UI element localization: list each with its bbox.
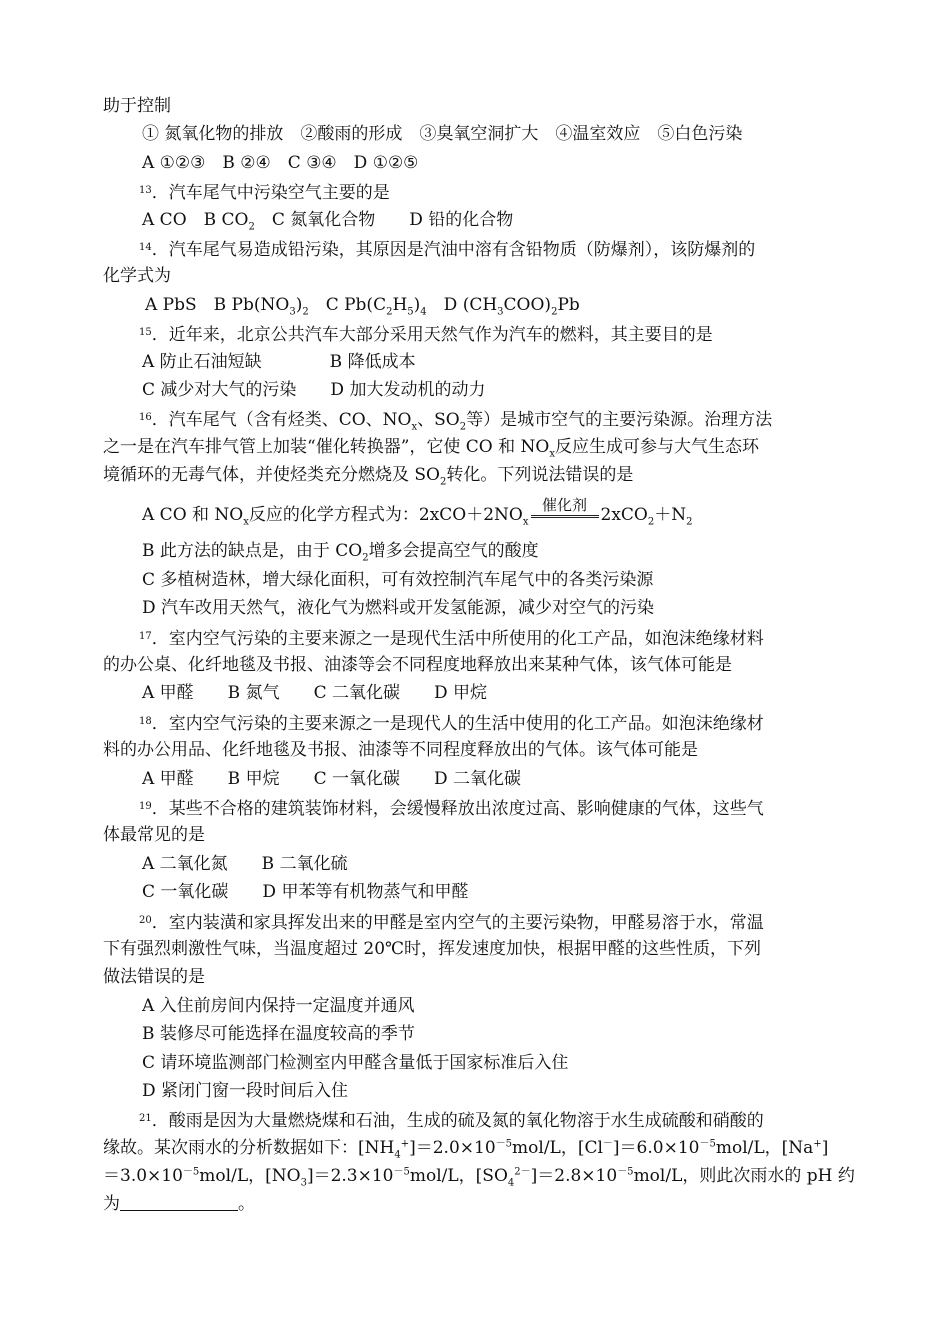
question-16-line3 (103, 461, 850, 489)
question-text: 境循环的无毒气体，并使烃类充分燃烧及 SO (103, 465, 440, 486)
question-text: 为 (103, 1194, 120, 1215)
question-text: 做法错误的是 (103, 967, 205, 988)
question-14-line2 (103, 262, 850, 290)
question-number: 14 (139, 241, 152, 253)
subscript: 4 (507, 1177, 515, 1189)
question-16-line2 (103, 433, 850, 461)
subscript: 2 (440, 476, 447, 488)
subscript: 2 (362, 552, 369, 564)
question-16-option-c (103, 566, 850, 594)
question-21 (103, 1105, 850, 1133)
question-text: 反应生成可参与大气生态环 (555, 436, 759, 457)
question-number: 18 (139, 715, 152, 727)
option-text: A 甲醛 B 氮气 C 二氧化碳 D 甲烷 (142, 683, 488, 704)
subscript: 4 (420, 306, 427, 318)
question-text: 料的办公用品、化纤地毯及书报、油漆等不同程度释放出的气体。该气体可能是 (103, 740, 698, 761)
answer-blank[interactable] (120, 1192, 238, 1211)
question-text: mol/L，则此次雨水的 pH 约 (633, 1166, 855, 1187)
question-text: 下有强烈刺激性气味，当温度超过 20℃时，挥发速度加快，根据甲醛的这些性质，下列 (103, 938, 762, 959)
superscript: 2－ (514, 1166, 531, 1178)
statement-items: ① 氮氧化物的排放 ②酸雨的形成 ③臭氧空洞扩大 ④温室效应 ⑤白色污染 (142, 124, 743, 145)
option-text: D (CH (426, 294, 498, 315)
option-text: H (392, 294, 408, 315)
superscript: + (813, 1138, 822, 1150)
option-text: COO) (503, 294, 552, 315)
option-text: C 一氧化碳 D 甲苯等有机物蒸气和甲醛 (142, 882, 469, 903)
option-text: ) (413, 294, 421, 315)
question-text: mol/L，[Na (715, 1137, 814, 1158)
question-text: ．室内空气污染的主要来源之一是现代人的生活中使用的化工产品。如泡沫绝缘材 (151, 713, 764, 734)
equation-text: 2xCO (600, 505, 648, 526)
subscript: x (243, 516, 249, 528)
equation-text: 反应的化学方程式为：2xCO＋2NO (248, 505, 523, 526)
catalyst-arrow: 催化剂 (531, 495, 599, 518)
option-text: A CO 和 NO (142, 505, 244, 526)
option-text: C 多植树造林，增大绿化面积，可有效控制汽车尾气中的各类污染源 (142, 569, 654, 590)
question-16-option-b (103, 537, 850, 565)
question-18 (103, 708, 850, 736)
question-text: ．室内装潢和家具挥发出来的甲醛是室内空气的主要污染物，甲醛易溶于水，常温 (151, 912, 764, 933)
question-text: ]＝2.0×10 (409, 1137, 496, 1158)
question-21-line4 (103, 1190, 850, 1218)
option-text: ) (295, 294, 303, 315)
question-text: 的办公桌、化纤地毯及书报、油漆等会不同程度地释放出来某种气体，该气体可能是 (103, 655, 732, 676)
question-text: 转化。下列说法错误的是 (446, 465, 634, 486)
question-text: 缘故。某次雨水的分析数据如下：[NH (103, 1137, 395, 1158)
question-20-line2 (103, 935, 850, 963)
question-text: ．近年来，北京公共汽车大部分采用天然气作为汽车的燃料，其主要目的是 (151, 325, 713, 346)
question-16-option-a (103, 489, 850, 533)
superscript: －5 (699, 1138, 716, 1150)
question-number: 20 (139, 914, 152, 926)
subscript: 2 (551, 306, 558, 318)
subscript: 2 (248, 220, 255, 232)
subscript: x (549, 448, 555, 460)
question-18-line2 (103, 736, 850, 764)
question-20-option-a (103, 992, 850, 1020)
question-text: ．汽车尾气（含有烃类、CO、NO (151, 410, 412, 431)
question-text: ．汽车尾气中污染空气主要的是 (151, 183, 390, 204)
question-text: mol/L，[Cl (512, 1137, 603, 1158)
option-text: C 氮氧化合物 D 铅的化合物 (254, 209, 514, 230)
question-number: 21 (139, 1113, 152, 1125)
options-text: A ①②③ B ②④ C ③④ D ①②⑤ (142, 152, 419, 173)
equation-text: ＋N (654, 505, 687, 526)
subscript: 2 (302, 306, 309, 318)
question-16 (103, 404, 850, 432)
question-text: mol/L，[SO (409, 1166, 508, 1187)
question-text: ．某些不合格的建筑装饰材料，会缓慢释放出浓度过高、影响健康的气体，这些气 (151, 798, 764, 819)
option-text: B 装修尽可能选择在温度较高的季节 (142, 1024, 415, 1045)
question-13 (103, 177, 850, 205)
question-text: ]＝6.0×10 (612, 1137, 700, 1158)
question-text: 之一是在汽车排气管上加装“催化转换器”，它使 CO 和 NO (103, 436, 550, 457)
superscript: －5 (182, 1166, 200, 1178)
question-number: 19 (139, 800, 152, 812)
subscript: 4 (394, 1149, 401, 1161)
option-text: A 防止石油短缺 B 降低成本 (142, 351, 416, 372)
question-20-option-d (103, 1077, 850, 1105)
question-21-line2 (103, 1134, 850, 1162)
subscript: 3 (497, 306, 504, 318)
option-text: C Pb(C (308, 294, 387, 315)
question-text: 、SO (417, 410, 460, 431)
superscript: －5 (617, 1166, 634, 1178)
question-number: 15 (139, 327, 152, 339)
question-text: 。 (238, 1194, 255, 1215)
subscript: 2 (386, 306, 393, 318)
option-text: C 请环境监测部门检测室内甲醛含量低于国家标准后入住 (142, 1052, 569, 1073)
superscript: － (602, 1138, 613, 1150)
statement-list (103, 120, 850, 148)
document-page (103, 92, 855, 1219)
option-text: 增多会提高空气的酸度 (368, 541, 539, 562)
option-text: A 甲醛 B 甲烷 C 一氧化碳 D 二氧化碳 (142, 768, 522, 789)
question-17-line2 (103, 651, 850, 679)
question-number: 17 (139, 630, 152, 642)
question-text: 等）是城市空气的主要污染源。治理方法 (466, 410, 773, 431)
question-text: 化学式为 (103, 266, 171, 287)
question-text: ]＝2.3×10 (306, 1166, 394, 1187)
question-15-options-ab (103, 348, 850, 376)
subscript: x (522, 516, 529, 528)
question-text: 体最常见的是 (103, 825, 205, 846)
question-15-options-cd (103, 376, 850, 404)
question-17-options (103, 679, 850, 707)
subscript: 2 (647, 516, 655, 528)
question-text: mol/L，[NO (199, 1166, 301, 1187)
question-19-options-cd (103, 878, 850, 906)
question-text: ．室内空气污染的主要来源之一是现代生活中所使用的化工产品，如泡沫绝缘材料 (151, 628, 764, 649)
option-text: A PbS B Pb(NO (145, 294, 290, 315)
option-text: A 入住前房间内保持一定温度并通风 (142, 995, 415, 1016)
question-17 (103, 623, 850, 651)
option-text: C 减少对大气的污染 D 加大发动机的动力 (142, 379, 486, 400)
question-text: ]＝2.8×10 (530, 1166, 618, 1187)
question-21-line3 (103, 1162, 855, 1190)
question-20-option-b (103, 1020, 850, 1048)
answer-options (103, 149, 850, 177)
text-line (103, 92, 850, 120)
question-text: ] (821, 1137, 829, 1158)
question-15 (103, 319, 850, 347)
question-number: 16 (139, 412, 152, 424)
question-14 (103, 234, 850, 262)
subscript: 2 (459, 421, 467, 433)
question-text: ＝3.0×10 (103, 1166, 183, 1187)
subscript: x (411, 421, 418, 433)
question-19 (103, 793, 850, 821)
question-20-line3 (103, 963, 850, 991)
subscript: 2 (686, 516, 693, 528)
subscript: 3 (289, 306, 296, 318)
superscript: + (400, 1138, 410, 1150)
question-20-option-c (103, 1049, 850, 1077)
option-text: A CO B CO (142, 209, 249, 230)
question-18-options (103, 765, 850, 793)
option-text: Pb (557, 294, 580, 315)
question-number: 13 (139, 185, 152, 197)
question-13-options (103, 206, 850, 234)
option-text: D 汽车改用天然气，液化气为燃料或开发氢能源，减少对空气的污染 (142, 598, 655, 619)
question-14-options (103, 291, 850, 319)
continuation-text: 助于控制 (103, 96, 171, 116)
option-text: D 紧闭门窗一段时间后入住 (142, 1080, 349, 1101)
question-text: ．酸雨是因为大量燃烧煤和石油，生成的硫及氮的氧化物溶于水生成硫酸和硝酸的 (151, 1111, 764, 1132)
question-19-line2 (103, 821, 850, 849)
subscript: 5 (407, 306, 414, 318)
superscript: －5 (495, 1138, 513, 1150)
question-text: ．汽车尾气易造成铅污染，其原因是汽油中溶有含铅物质（防爆剂），该防爆剂的 (151, 239, 756, 260)
question-20 (103, 907, 850, 935)
question-16-option-d (103, 594, 850, 622)
question-19-options-ab (103, 850, 850, 878)
option-text: B 此方法的缺点是，由于 CO (142, 541, 363, 562)
superscript: －5 (393, 1166, 410, 1178)
subscript: 3 (300, 1177, 307, 1189)
option-text: A 二氧化氮 B 二氧化硫 (142, 853, 348, 874)
